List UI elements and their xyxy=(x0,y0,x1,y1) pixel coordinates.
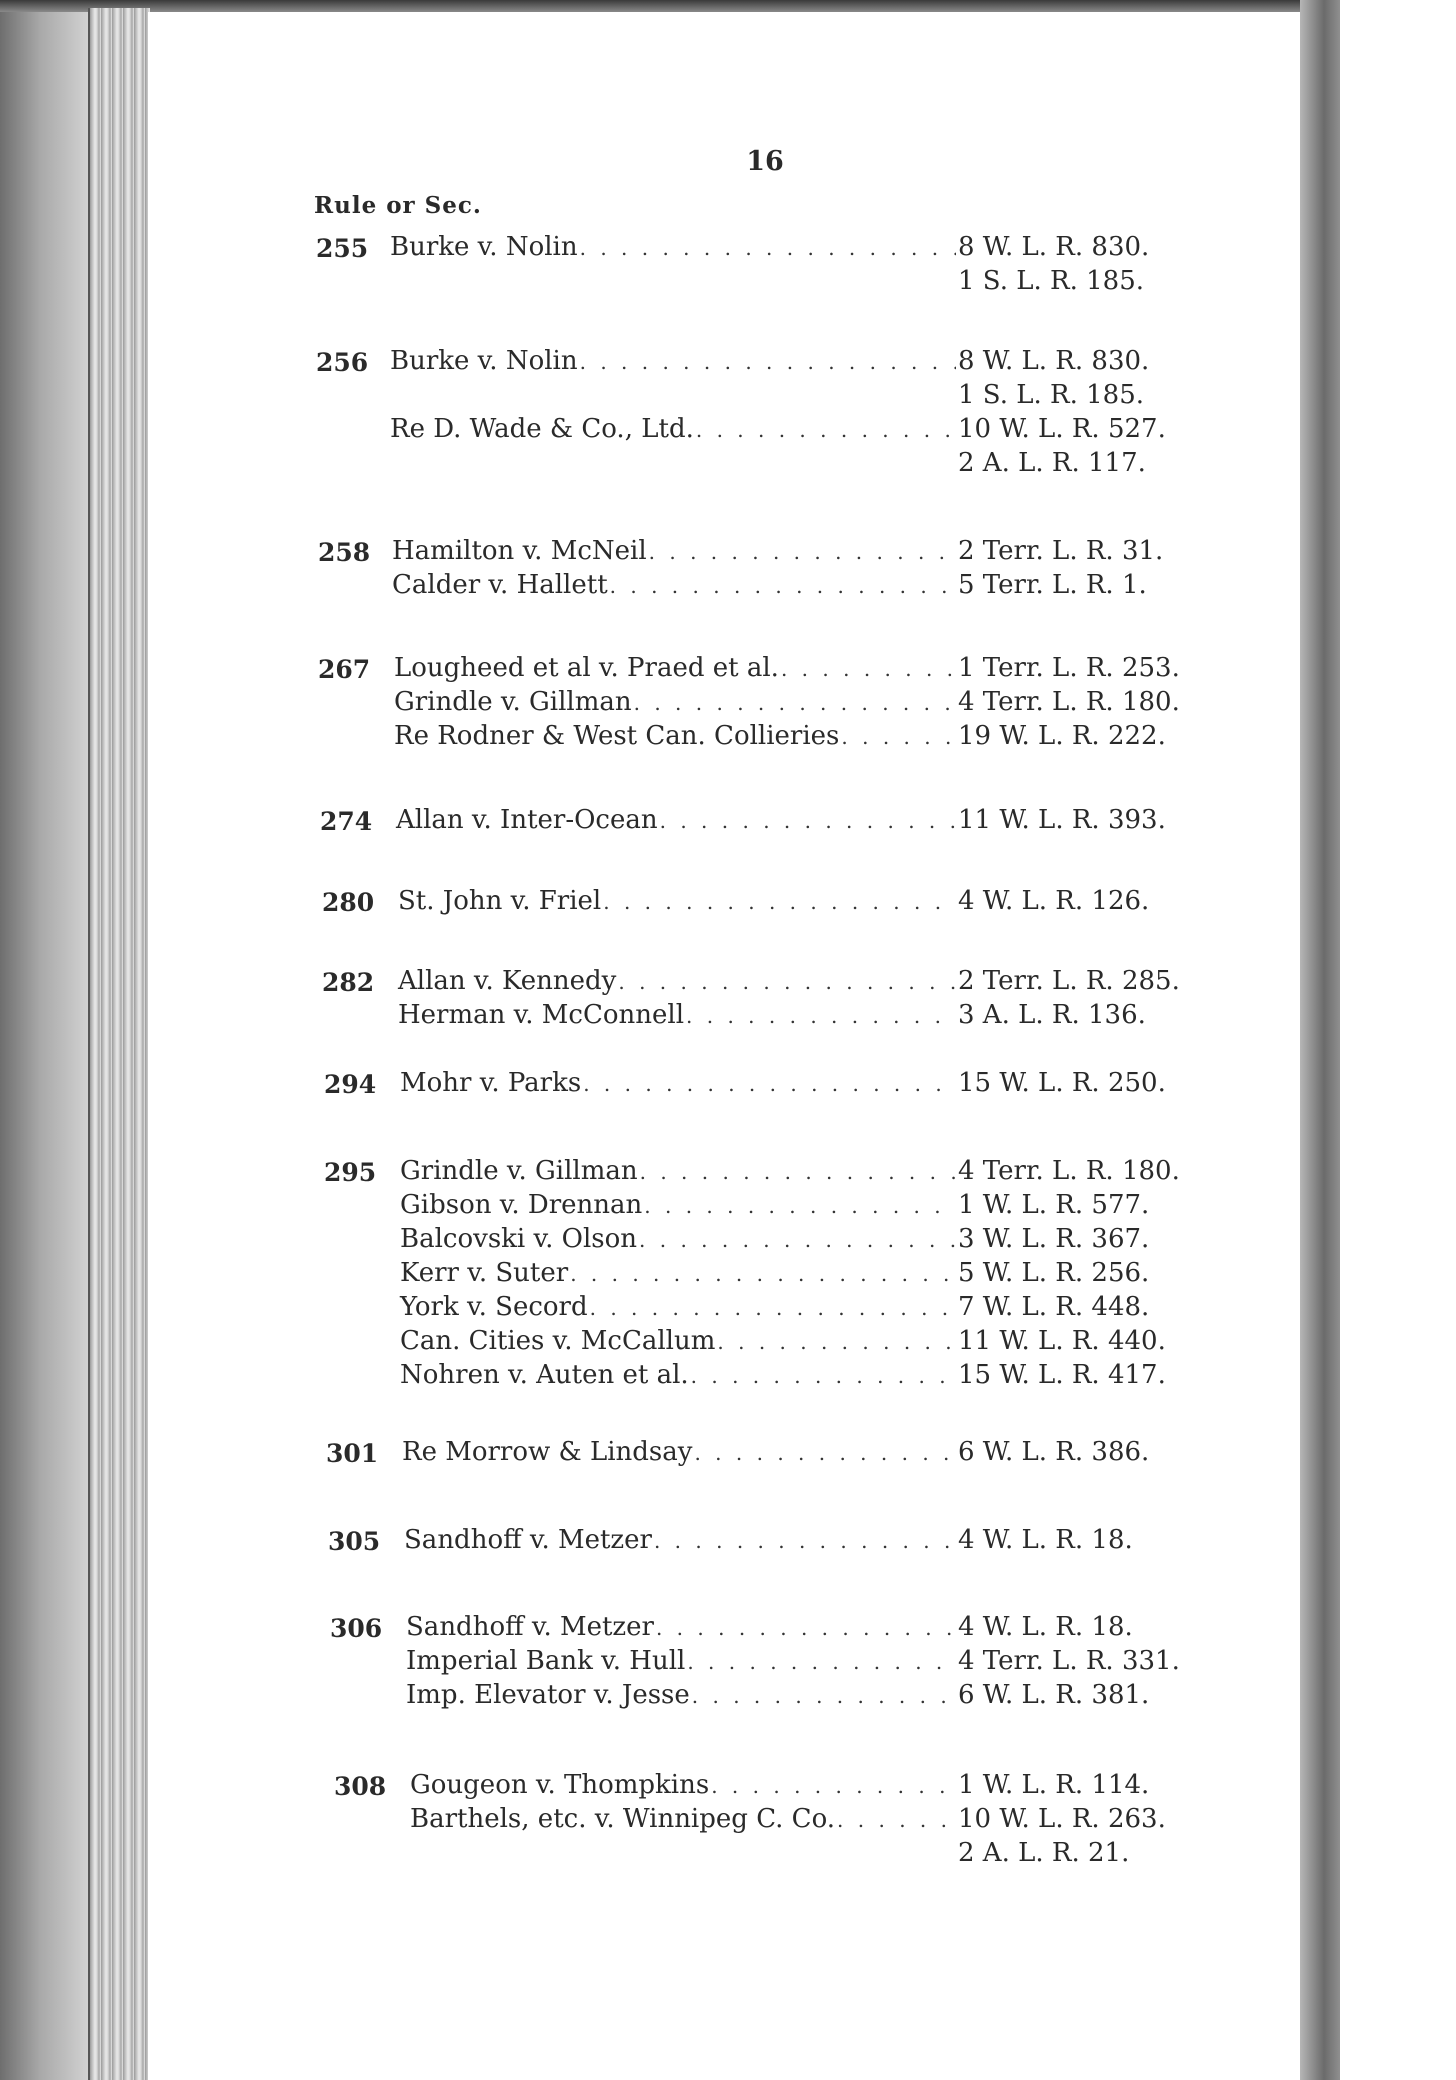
case-name: Sandhoff v. Metzer xyxy=(406,1612,654,1642)
book-page-edges xyxy=(88,8,150,2080)
case-entry xyxy=(398,966,1230,996)
rule-number: 301 xyxy=(326,1439,379,1468)
rule-number: 282 xyxy=(322,968,375,997)
case-name: Mohr v. Parks xyxy=(400,1068,582,1098)
dot-leader xyxy=(583,1072,956,1096)
rule-number: 306 xyxy=(330,1614,383,1643)
case-name: Barthels, etc. v. Winnipeg C. Co. xyxy=(410,1804,836,1834)
rule-number: 267 xyxy=(318,655,371,684)
case-name: Allan v. Inter-Ocean xyxy=(396,805,658,835)
dot-leader xyxy=(696,418,956,442)
case-entry xyxy=(394,721,1230,751)
dot-leader xyxy=(717,1330,956,1354)
case-citation: 15 W. L. R. 417. xyxy=(958,1360,1166,1390)
dot-leader xyxy=(686,1004,956,1028)
case-name: Re Rodner & West Can. Collieries xyxy=(394,721,840,751)
case-citation-additional: 1 S. L. R. 185. xyxy=(958,266,1145,296)
dot-leader xyxy=(640,1160,956,1184)
case-entry xyxy=(400,1068,1230,1098)
case-name: Burke v. Nolin xyxy=(390,346,578,376)
case-citation: 4 Terr. L. R. 180. xyxy=(958,687,1180,717)
dot-leader xyxy=(654,1529,956,1553)
case-citation: 3 W. L. R. 367. xyxy=(958,1224,1150,1254)
case-citation-additional: 2 A. L. R. 21. xyxy=(958,1838,1130,1868)
dot-leader xyxy=(656,1616,956,1640)
case-citation: 19 W. L. R. 222. xyxy=(958,721,1166,751)
rule-number: 294 xyxy=(324,1070,377,1099)
case-citation-additional: 2 A. L. R. 117. xyxy=(958,448,1146,478)
case-entry xyxy=(410,1804,1230,1834)
dot-leader xyxy=(692,1684,956,1708)
scan-right-margin xyxy=(1340,0,1456,2080)
case-entry xyxy=(390,346,1230,376)
rule-number: 258 xyxy=(318,538,371,567)
case-entry xyxy=(394,687,1230,717)
case-name: Imperial Bank v. Hull xyxy=(406,1646,686,1676)
case-entry xyxy=(404,1525,1230,1555)
case-citation: 4 Terr. L. R. 331. xyxy=(958,1646,1180,1676)
case-citation: 6 W. L. R. 386. xyxy=(958,1437,1150,1467)
case-entry xyxy=(398,1000,1230,1030)
dot-leader xyxy=(837,1808,956,1832)
case-name: Sandhoff v. Metzer xyxy=(404,1525,652,1555)
case-entry xyxy=(400,1190,1230,1220)
dot-leader xyxy=(841,725,956,749)
case-entry xyxy=(406,1612,1230,1642)
case-citation: 4 Terr. L. R. 180. xyxy=(958,1156,1180,1186)
case-entry xyxy=(400,1258,1230,1288)
rule-number: 280 xyxy=(322,888,375,917)
scan-top-edge xyxy=(0,0,1456,12)
case-citation: 1 W. L. R. 577. xyxy=(958,1190,1150,1220)
case-entry xyxy=(390,232,1230,262)
case-citation: 2 Terr. L. R. 31. xyxy=(958,536,1164,566)
case-name: Burke v. Nolin xyxy=(390,232,578,262)
case-citation: 8 W. L. R. 830. xyxy=(958,232,1150,262)
rule-number: 255 xyxy=(316,234,369,263)
rule-number: 274 xyxy=(320,807,373,836)
case-citation: 3 A. L. R. 136. xyxy=(958,1000,1146,1030)
dot-leader xyxy=(694,1441,956,1465)
dot-leader xyxy=(634,691,956,715)
case-name: St. John v. Friel xyxy=(398,886,602,916)
case-name: York v. Secord xyxy=(400,1292,588,1322)
case-name: Balcovski v. Olson xyxy=(400,1224,638,1254)
case-citation: 10 W. L. R. 527. xyxy=(958,414,1166,444)
case-entry xyxy=(394,653,1230,683)
dot-leader xyxy=(691,1364,956,1388)
case-citation: 11 W. L. R. 440. xyxy=(958,1326,1166,1356)
dot-leader xyxy=(590,1296,956,1320)
dot-leader xyxy=(580,350,956,374)
dot-leader xyxy=(603,890,956,914)
scan-left-margin xyxy=(0,0,90,2080)
case-name: Imp. Elevator v. Jesse xyxy=(406,1680,690,1710)
dot-leader xyxy=(711,1774,956,1798)
case-entry xyxy=(406,1646,1230,1676)
case-name: Can. Cities v. McCallum xyxy=(400,1326,716,1356)
dot-leader xyxy=(781,657,956,681)
case-entry xyxy=(400,1156,1230,1186)
case-name: Gougeon v. Thompkins xyxy=(410,1770,710,1800)
dot-leader xyxy=(649,540,956,564)
case-entry xyxy=(406,1680,1230,1710)
rule-number: 256 xyxy=(316,348,369,377)
dot-leader xyxy=(660,809,956,833)
case-citation: 4 W. L. R. 18. xyxy=(958,1612,1133,1642)
case-citation: 5 W. L. R. 256. xyxy=(958,1258,1150,1288)
case-name: Gibson v. Drennan xyxy=(400,1190,643,1220)
case-citation: 7 W. L. R. 448. xyxy=(958,1292,1150,1322)
book-spine-shadow xyxy=(1300,0,1340,2080)
case-name: Kerr v. Suter xyxy=(400,1258,569,1288)
case-name: Grindle v. Gillman xyxy=(394,687,632,717)
case-citation: 6 W. L. R. 381. xyxy=(958,1680,1150,1710)
rule-number: 295 xyxy=(324,1158,377,1187)
case-entry xyxy=(400,1224,1230,1254)
case-name: Nohren v. Auten et al. xyxy=(400,1360,689,1390)
dot-leader xyxy=(610,574,956,598)
case-citation: 11 W. L. R. 393. xyxy=(958,805,1166,835)
case-citation: 1 Terr. L. R. 253. xyxy=(958,653,1180,683)
case-entry xyxy=(410,1770,1230,1800)
case-entry xyxy=(398,886,1230,916)
dot-leader xyxy=(687,1650,956,1674)
case-name: Re Morrow & Lindsay xyxy=(402,1437,693,1467)
case-citation-additional: 1 S. L. R. 185. xyxy=(958,380,1145,410)
dot-leader xyxy=(570,1262,956,1286)
case-citation: 8 W. L. R. 830. xyxy=(958,346,1150,376)
case-citation: 1 W. L. R. 114. xyxy=(958,1770,1150,1800)
rule-number: 305 xyxy=(328,1527,381,1556)
dot-leader xyxy=(580,236,956,260)
case-name: Grindle v. Gillman xyxy=(400,1156,638,1186)
case-entry xyxy=(390,414,1230,444)
case-entry xyxy=(400,1292,1230,1322)
case-entry xyxy=(392,570,1230,600)
case-entry xyxy=(392,536,1230,566)
case-citation: 4 W. L. R. 18. xyxy=(958,1525,1133,1555)
case-name: Herman v. McConnell xyxy=(398,1000,685,1030)
dot-leader xyxy=(644,1194,956,1218)
case-name: Lougheed et al v. Praed et al. xyxy=(394,653,779,683)
case-citation: 4 W. L. R. 126. xyxy=(958,886,1150,916)
case-entry xyxy=(396,805,1230,835)
case-name: Re D. Wade & Co., Ltd. xyxy=(390,414,694,444)
case-name: Hamilton v. McNeil xyxy=(392,536,647,566)
case-citation: 5 Terr. L. R. 1. xyxy=(958,570,1147,600)
case-entry xyxy=(400,1326,1230,1356)
case-name: Calder v. Hallett xyxy=(392,570,608,600)
case-citation: 10 W. L. R. 263. xyxy=(958,1804,1166,1834)
column-heading: Rule or Sec. xyxy=(314,192,482,219)
dot-leader xyxy=(618,970,956,994)
case-entry xyxy=(402,1437,1230,1467)
page-number: 16 xyxy=(746,146,784,177)
case-name: Allan v. Kennedy xyxy=(398,966,617,996)
rule-number: 308 xyxy=(334,1772,387,1801)
case-citation: 15 W. L. R. 250. xyxy=(958,1068,1166,1098)
case-entry xyxy=(400,1360,1230,1390)
case-citation: 2 Terr. L. R. 285. xyxy=(958,966,1180,996)
dot-leader xyxy=(639,1228,956,1252)
